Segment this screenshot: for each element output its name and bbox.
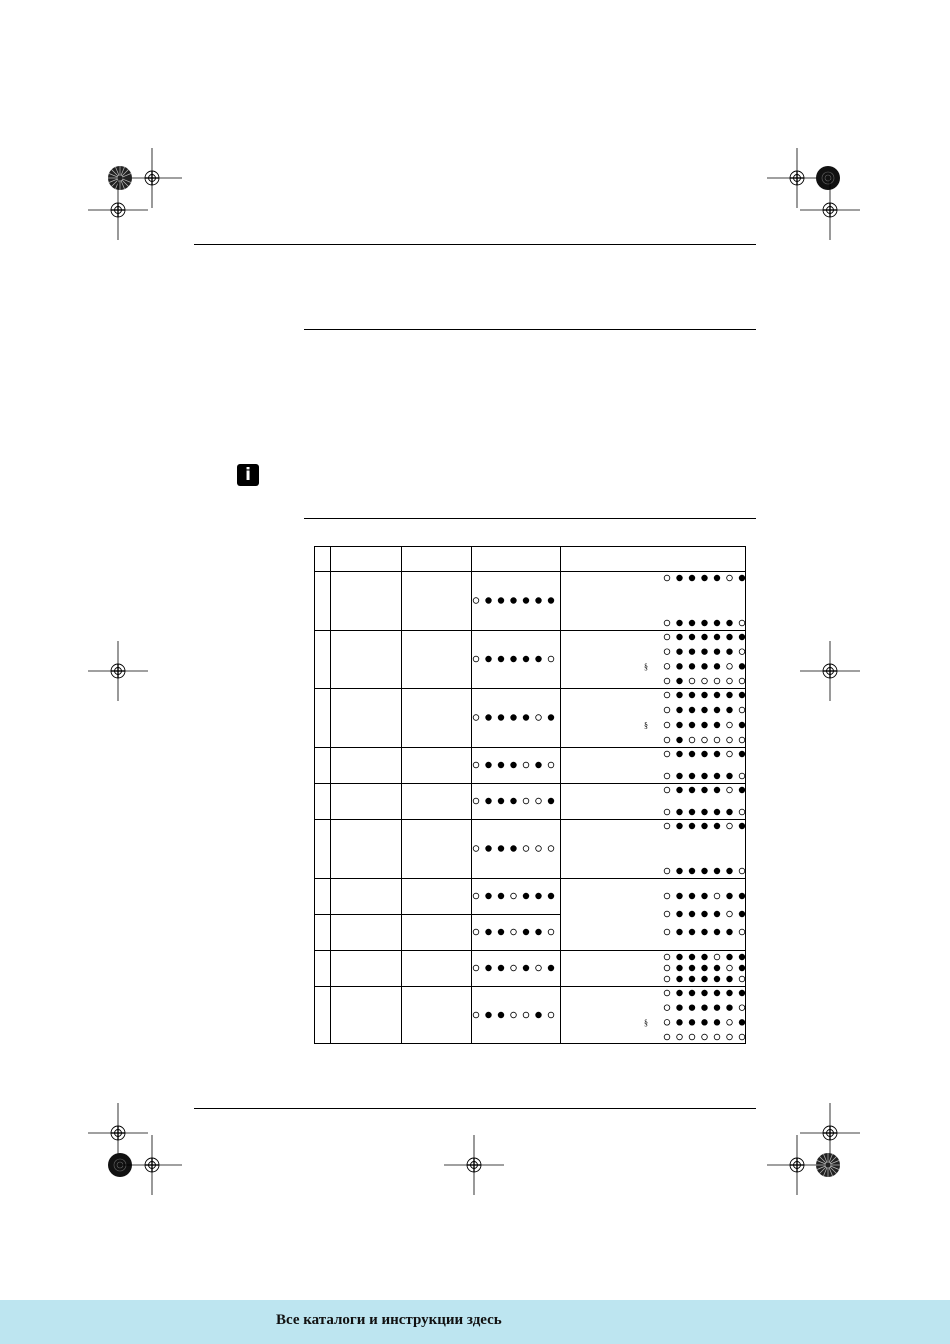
pattern-led-off bbox=[473, 715, 479, 721]
alt-pattern-led-on bbox=[702, 707, 708, 713]
alt-pattern-led-on bbox=[714, 868, 720, 874]
alt-pattern-led-on bbox=[714, 620, 720, 626]
pattern-led-off bbox=[523, 846, 529, 852]
alt-pattern-led-on bbox=[677, 751, 683, 757]
alt-pattern-led-on bbox=[702, 911, 708, 917]
alt-pattern-led-off bbox=[739, 707, 745, 713]
alt-pattern-led-off bbox=[739, 649, 745, 655]
alt-pattern-led-on bbox=[702, 773, 708, 779]
alt-pattern-led-on bbox=[727, 1005, 733, 1011]
footer-banner[interactable] bbox=[0, 1300, 950, 1344]
pattern-led-off bbox=[523, 762, 529, 768]
alt-pattern-led-on bbox=[702, 1005, 708, 1011]
pattern-led-off bbox=[536, 798, 542, 804]
alt-pattern-led-on bbox=[714, 787, 720, 793]
alt-pattern-led-on bbox=[739, 954, 745, 960]
alt-pattern-led-on bbox=[714, 707, 720, 713]
section-mark: § bbox=[644, 662, 648, 672]
alt-pattern-led-on bbox=[689, 893, 695, 899]
alt-pattern-led-on bbox=[727, 692, 733, 698]
alt-pattern-led-on bbox=[714, 809, 720, 815]
alt-pattern-led-on bbox=[689, 823, 695, 829]
alt-pattern-led-on bbox=[702, 809, 708, 815]
alt-pattern-led-off bbox=[714, 678, 720, 684]
alt-pattern-led-on bbox=[677, 692, 683, 698]
alt-pattern-led-off bbox=[739, 620, 745, 626]
pattern-led-on bbox=[498, 929, 504, 935]
pattern-led-off bbox=[536, 965, 542, 971]
alt-pattern-led-off bbox=[664, 823, 670, 829]
section-mark: § bbox=[644, 721, 648, 730]
alt-pattern-led-on bbox=[677, 664, 683, 670]
alt-pattern-led-on bbox=[739, 634, 745, 640]
alt-pattern-led-on bbox=[714, 722, 720, 728]
alt-pattern-led-on bbox=[677, 965, 683, 971]
pattern-led-on bbox=[548, 798, 554, 804]
alt-pattern-led-on bbox=[689, 976, 695, 982]
alt-pattern-led-off bbox=[689, 678, 695, 684]
alt-pattern-led-on bbox=[727, 773, 733, 779]
alt-pattern-led-off bbox=[664, 575, 670, 581]
alt-pattern-led-off bbox=[739, 976, 745, 982]
alt-pattern-led-off bbox=[689, 737, 695, 743]
alt-pattern-led-off bbox=[664, 634, 670, 640]
pattern-led-off bbox=[548, 762, 554, 768]
alt-pattern-led-off bbox=[727, 823, 733, 829]
alt-pattern-led-off bbox=[727, 664, 733, 670]
alt-pattern-led-on bbox=[714, 1020, 720, 1026]
pattern-led-on bbox=[511, 762, 517, 768]
alt-pattern-led-off bbox=[664, 737, 670, 743]
pattern-led-on bbox=[523, 598, 529, 604]
pattern-led-off bbox=[548, 929, 554, 935]
alt-pattern-led-on bbox=[702, 722, 708, 728]
pattern-led-on bbox=[498, 1012, 504, 1018]
alt-pattern-led-on bbox=[714, 1005, 720, 1011]
pattern-led-off bbox=[536, 715, 542, 721]
alt-pattern-led-off bbox=[727, 787, 733, 793]
alt-pattern-led-on bbox=[689, 649, 695, 655]
alt-pattern-led-on bbox=[677, 737, 683, 743]
alt-pattern-led-on bbox=[739, 575, 745, 581]
alt-pattern-led-on bbox=[702, 634, 708, 640]
alt-pattern-led-off bbox=[664, 868, 670, 874]
alt-pattern-led-off bbox=[664, 664, 670, 670]
alt-pattern-led-on bbox=[714, 634, 720, 640]
pattern-led-on bbox=[523, 715, 529, 721]
alt-pattern-led-off bbox=[664, 722, 670, 728]
alt-pattern-led-on bbox=[689, 664, 695, 670]
pattern-led-off bbox=[473, 598, 479, 604]
alt-pattern-led-on bbox=[689, 990, 695, 996]
alt-pattern-led-off bbox=[727, 575, 733, 581]
alt-pattern-led-on bbox=[689, 965, 695, 971]
alt-pattern-led-off bbox=[664, 787, 670, 793]
alt-pattern-led-on bbox=[714, 692, 720, 698]
alt-pattern-led-on bbox=[714, 965, 720, 971]
pattern-led-on bbox=[548, 965, 554, 971]
alt-pattern-led-on bbox=[702, 649, 708, 655]
alt-pattern-led-on bbox=[727, 649, 733, 655]
alt-pattern-led-on bbox=[727, 707, 733, 713]
alt-pattern-led-off bbox=[664, 678, 670, 684]
alt-pattern-led-off bbox=[727, 678, 733, 684]
pattern-led-on bbox=[498, 798, 504, 804]
alt-pattern-led-off bbox=[664, 620, 670, 626]
pattern-led-on bbox=[486, 598, 492, 604]
alt-pattern-led-on bbox=[689, 707, 695, 713]
alt-pattern-led-on bbox=[727, 868, 733, 874]
alt-pattern-led-on bbox=[677, 722, 683, 728]
alt-pattern-led-on bbox=[714, 911, 720, 917]
pattern-led-on bbox=[486, 715, 492, 721]
alt-pattern-led-off bbox=[664, 707, 670, 713]
pattern-led-on bbox=[498, 656, 504, 662]
pattern-led-on bbox=[486, 929, 492, 935]
alt-pattern-led-off bbox=[714, 954, 720, 960]
alt-pattern-led-on bbox=[714, 664, 720, 670]
alt-pattern-led-on bbox=[727, 634, 733, 640]
alt-pattern-led-on bbox=[702, 664, 708, 670]
alt-pattern-led-on bbox=[689, 634, 695, 640]
alt-pattern-led-on bbox=[677, 911, 683, 917]
alt-pattern-led-on bbox=[714, 575, 720, 581]
alt-pattern-led-on bbox=[677, 809, 683, 815]
pattern-led-on bbox=[498, 893, 504, 899]
alt-pattern-led-on bbox=[689, 809, 695, 815]
alt-pattern-led-on bbox=[702, 751, 708, 757]
pattern-led-on bbox=[498, 762, 504, 768]
alt-pattern-led-on bbox=[689, 911, 695, 917]
alt-pattern-led-off bbox=[677, 1034, 683, 1040]
alt-pattern-led-on bbox=[677, 678, 683, 684]
pattern-led-on bbox=[486, 846, 492, 852]
pattern-led-on bbox=[548, 715, 554, 721]
alt-pattern-led-off bbox=[727, 965, 733, 971]
alt-pattern-led-on bbox=[677, 990, 683, 996]
alt-pattern-led-off bbox=[739, 678, 745, 684]
alt-pattern-led-off bbox=[664, 649, 670, 655]
alt-pattern-led-off bbox=[714, 1034, 720, 1040]
alt-pattern-led-on bbox=[727, 620, 733, 626]
alt-pattern-led-off bbox=[702, 678, 708, 684]
alt-pattern-led-on bbox=[702, 893, 708, 899]
pattern-led-off bbox=[511, 965, 517, 971]
alt-pattern-led-on bbox=[714, 990, 720, 996]
alt-pattern-led-on bbox=[677, 893, 683, 899]
pattern-led-on bbox=[486, 762, 492, 768]
pattern-led-on bbox=[486, 893, 492, 899]
alt-pattern-led-on bbox=[739, 787, 745, 793]
alt-pattern-led-off bbox=[664, 1034, 670, 1040]
alt-pattern-led-off bbox=[727, 1020, 733, 1026]
pattern-led-on bbox=[486, 656, 492, 662]
alt-pattern-led-on bbox=[689, 575, 695, 581]
alt-pattern-led-on bbox=[714, 823, 720, 829]
alt-pattern-led-on bbox=[714, 976, 720, 982]
alt-pattern-led-on bbox=[677, 929, 683, 935]
alt-pattern-led-off bbox=[739, 809, 745, 815]
pattern-led-on bbox=[511, 715, 517, 721]
alt-pattern-led-off bbox=[714, 893, 720, 899]
alt-pattern-led-on bbox=[739, 722, 745, 728]
alt-pattern-led-off bbox=[664, 692, 670, 698]
pattern-led-on bbox=[523, 929, 529, 935]
alt-pattern-led-off bbox=[739, 773, 745, 779]
pattern-led-on bbox=[536, 893, 542, 899]
pattern-led-on bbox=[511, 798, 517, 804]
pattern-led-on bbox=[523, 893, 529, 899]
alt-pattern-led-on bbox=[714, 773, 720, 779]
pattern-led-on bbox=[523, 965, 529, 971]
pattern-led-off bbox=[511, 1012, 517, 1018]
alt-pattern-led-on bbox=[702, 1020, 708, 1026]
alt-pattern-led-on bbox=[702, 823, 708, 829]
alt-pattern-led-on bbox=[739, 1020, 745, 1026]
pattern-led-off bbox=[473, 965, 479, 971]
alt-pattern-led-off bbox=[664, 965, 670, 971]
pattern-led-off bbox=[473, 893, 479, 899]
alt-pattern-led-off bbox=[664, 929, 670, 935]
alt-pattern-led-on bbox=[727, 990, 733, 996]
pattern-led-off bbox=[548, 1012, 554, 1018]
alt-pattern-led-on bbox=[677, 787, 683, 793]
alt-pattern-led-on bbox=[689, 773, 695, 779]
alt-pattern-led-on bbox=[727, 809, 733, 815]
alt-pattern-led-off bbox=[727, 911, 733, 917]
pattern-led-on bbox=[498, 965, 504, 971]
alt-pattern-led-on bbox=[677, 954, 683, 960]
section-mark: § bbox=[644, 1018, 648, 1028]
pattern-led-on bbox=[511, 846, 517, 852]
alt-pattern-led-on bbox=[689, 954, 695, 960]
alt-pattern-led-on bbox=[677, 707, 683, 713]
alt-pattern-led-off bbox=[664, 1005, 670, 1011]
alt-pattern-led-on bbox=[677, 773, 683, 779]
alt-pattern-led-off bbox=[739, 1034, 745, 1040]
pattern-led-off bbox=[536, 846, 542, 852]
pattern-led-on bbox=[511, 656, 517, 662]
alt-pattern-led-on bbox=[739, 965, 745, 971]
alt-pattern-led-on bbox=[739, 823, 745, 829]
alt-pattern-led-on bbox=[689, 620, 695, 626]
pattern-led-off bbox=[473, 846, 479, 852]
alt-pattern-led-on bbox=[677, 575, 683, 581]
alt-pattern-led-on bbox=[727, 976, 733, 982]
pattern-led-on bbox=[523, 656, 529, 662]
pattern-led-off bbox=[473, 1012, 479, 1018]
pattern-led-on bbox=[536, 1012, 542, 1018]
alt-pattern-led-on bbox=[702, 976, 708, 982]
alt-pattern-led-on bbox=[677, 823, 683, 829]
alt-pattern-led-on bbox=[727, 893, 733, 899]
alt-pattern-led-off bbox=[702, 737, 708, 743]
alt-pattern-led-off bbox=[702, 1034, 708, 1040]
alt-pattern-led-on bbox=[739, 664, 745, 670]
pattern-led-on bbox=[486, 798, 492, 804]
alt-pattern-led-on bbox=[677, 634, 683, 640]
alt-pattern-led-off bbox=[727, 751, 733, 757]
alt-pattern-led-off bbox=[664, 751, 670, 757]
alt-pattern-led-on bbox=[689, 1005, 695, 1011]
pattern-led-on bbox=[536, 929, 542, 935]
pattern-led-off bbox=[511, 929, 517, 935]
pattern-led-on bbox=[498, 598, 504, 604]
pattern-led-off bbox=[473, 762, 479, 768]
alt-pattern-led-off bbox=[664, 976, 670, 982]
alt-pattern-led-on bbox=[727, 929, 733, 935]
alt-pattern-led-on bbox=[689, 787, 695, 793]
pattern-led-on bbox=[548, 893, 554, 899]
alt-pattern-led-off bbox=[664, 773, 670, 779]
pattern-led-off bbox=[473, 798, 479, 804]
pattern-led-on bbox=[498, 846, 504, 852]
pattern-led-on bbox=[536, 762, 542, 768]
alt-pattern-led-on bbox=[689, 868, 695, 874]
alt-pattern-led-off bbox=[664, 990, 670, 996]
alt-pattern-led-on bbox=[702, 620, 708, 626]
alt-pattern-led-on bbox=[714, 929, 720, 935]
alt-pattern-led-on bbox=[677, 1005, 683, 1011]
pattern-led-off bbox=[473, 656, 479, 662]
alt-pattern-led-on bbox=[689, 692, 695, 698]
alt-pattern-led-on bbox=[677, 1020, 683, 1026]
alt-pattern-led-off bbox=[664, 809, 670, 815]
pattern-led-off bbox=[548, 846, 554, 852]
pattern-led-off bbox=[523, 798, 529, 804]
pattern-led-on bbox=[548, 598, 554, 604]
alt-pattern-led-on bbox=[702, 692, 708, 698]
alt-pattern-led-on bbox=[677, 649, 683, 655]
alt-pattern-led-on bbox=[739, 692, 745, 698]
alt-pattern-led-off bbox=[689, 1034, 695, 1040]
info-icon: i bbox=[237, 464, 259, 486]
alt-pattern-led-off bbox=[727, 722, 733, 728]
alt-pattern-led-off bbox=[714, 737, 720, 743]
alt-pattern-led-off bbox=[727, 1034, 733, 1040]
pattern-led-on bbox=[486, 1012, 492, 1018]
alt-pattern-led-off bbox=[739, 1005, 745, 1011]
alt-pattern-led-on bbox=[689, 929, 695, 935]
alt-pattern-led-off bbox=[727, 737, 733, 743]
alt-pattern-led-on bbox=[714, 649, 720, 655]
pattern-led-off bbox=[473, 929, 479, 935]
alt-pattern-led-on bbox=[702, 575, 708, 581]
alt-pattern-led-on bbox=[689, 1020, 695, 1026]
alt-pattern-led-off bbox=[664, 893, 670, 899]
alt-pattern-led-off bbox=[664, 911, 670, 917]
alt-pattern-led-on bbox=[702, 787, 708, 793]
footer-link-text[interactable]: Все каталоги и инструкции здесь bbox=[276, 1312, 502, 1328]
alt-pattern-led-on bbox=[677, 976, 683, 982]
pattern-led-off bbox=[548, 656, 554, 662]
alt-pattern-led-on bbox=[739, 893, 745, 899]
pattern-led-off bbox=[511, 893, 517, 899]
alt-pattern-led-on bbox=[739, 911, 745, 917]
alt-pattern-led-on bbox=[702, 965, 708, 971]
pattern-led-on bbox=[536, 656, 542, 662]
alt-pattern-led-on bbox=[702, 929, 708, 935]
alt-pattern-led-on bbox=[714, 751, 720, 757]
alt-pattern-led-on bbox=[739, 990, 745, 996]
alt-pattern-led-on bbox=[702, 990, 708, 996]
alt-pattern-led-on bbox=[727, 954, 733, 960]
pattern-led-on bbox=[498, 715, 504, 721]
alt-pattern-led-off bbox=[739, 737, 745, 743]
alt-pattern-led-on bbox=[689, 722, 695, 728]
pattern-led-off bbox=[523, 1012, 529, 1018]
alt-pattern-led-on bbox=[677, 868, 683, 874]
alt-pattern-led-off bbox=[664, 1020, 670, 1026]
alt-pattern-led-off bbox=[739, 929, 745, 935]
led-pattern-table bbox=[314, 546, 746, 1044]
alt-pattern-led-on bbox=[689, 751, 695, 757]
alt-pattern-led-on bbox=[702, 868, 708, 874]
pattern-led-on bbox=[536, 598, 542, 604]
alt-pattern-led-off bbox=[664, 954, 670, 960]
alt-pattern-led-on bbox=[677, 620, 683, 626]
pattern-led-on bbox=[511, 598, 517, 604]
pattern-led-on bbox=[486, 965, 492, 971]
alt-pattern-led-off bbox=[739, 868, 745, 874]
alt-pattern-led-on bbox=[739, 751, 745, 757]
alt-pattern-led-on bbox=[702, 954, 708, 960]
